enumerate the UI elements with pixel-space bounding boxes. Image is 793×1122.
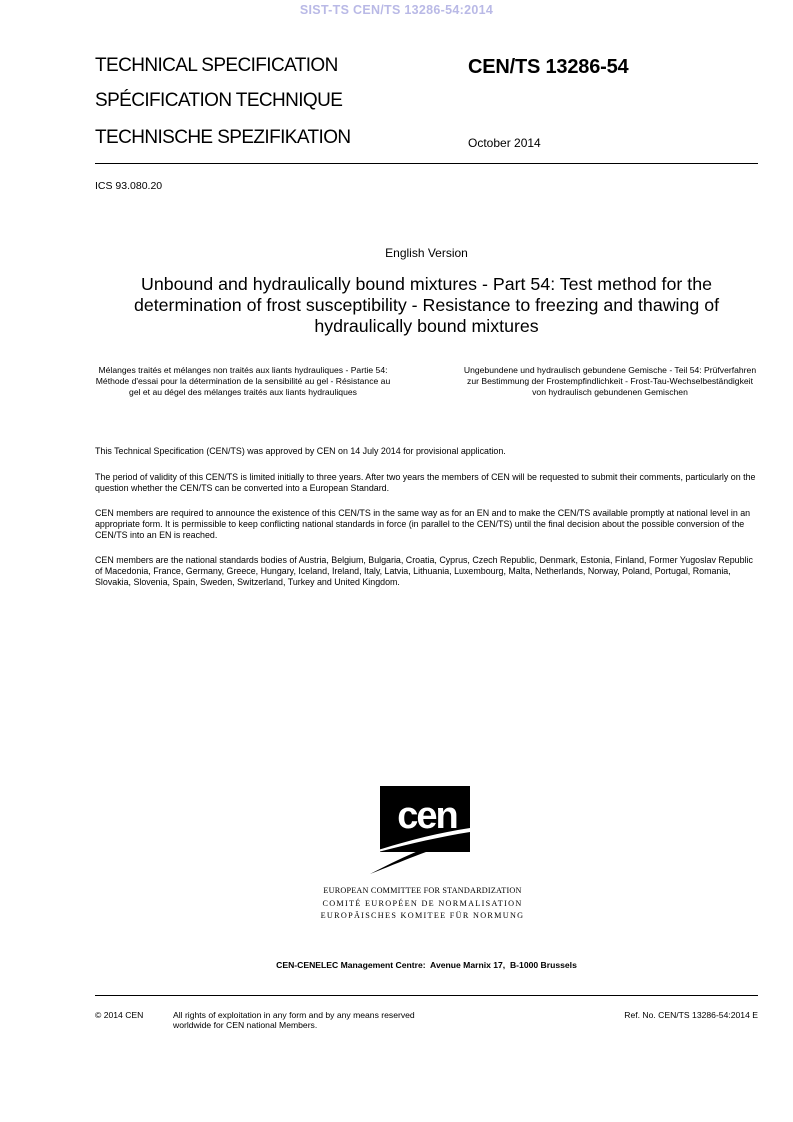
language-version: English Version (385, 246, 468, 260)
rights-line-2: worldwide for CEN national Members. (173, 1020, 318, 1030)
publication-date: October 2014 (468, 136, 541, 150)
cen-logo (370, 786, 470, 874)
announcement-paragraph: CEN members are required to announce the existence of this CEN/TS in the same way as for an EN and to make the CEN/TS available promptly at national level in an appropriate form. It is permissible to keep conflicting national standards in force (in parallel to the CEN/TS) until the final decision about the possible conversion of the CEN/TS into an EN is reached. (95, 508, 751, 540)
rights-line-1: All rights of exploitation in any form and by any means reserved (173, 1010, 415, 1020)
document-title: Unbound and hydraulically bound mixtures - Part 54: Test method for the determination of frost susceptibility - Resistance to freezing and thawing of hydraulically bound mixtures (133, 274, 720, 336)
watermark-text: SIST-TS CEN/TS 13286-54:2014 (299, 3, 494, 17)
copyright: © 2014 CEN (95, 1010, 144, 1020)
reference-number: Ref. No. CEN/TS 13286-54:2014 E (624, 1010, 758, 1020)
management-centre: CEN-CENELEC Management Centre: Avenue Marnix 17, B-1000 Brussels (276, 960, 577, 970)
validity-paragraph: The period of validity of this CEN/TS is limited initially to three years. After two years the members of CEN will be requested to submit their comments, particularly on the question whether the CEN/TS can be converted into a European Standard. (95, 472, 756, 493)
approval-paragraph: This Technical Specification (CEN/TS) was approved by CEN on 14 July 2014 for provisional application. (95, 446, 506, 456)
title-french: Mélanges traités et mélanges non traités aux liants hydrauliques - Partie 54: Méthode d'essai pour la détermination de la sensibilité au gel - Résistance au gel et au dégel des mélanges traités aux liants hydrauliques (95, 365, 391, 397)
spec-type-fr: SPÉCIFICATION TECHNIQUE (95, 90, 343, 111)
cen-logo-text: cen (397, 795, 457, 837)
footer-divider (95, 995, 758, 996)
org-name-de: EUROPÄISCHES KOMITEE FÜR NORMUNG (320, 911, 525, 920)
spec-type-de: TECHNISCHE SPEZIFIKATION (95, 127, 351, 148)
org-name-en: EUROPEAN COMMITTEE FOR STANDARDIZATION (323, 886, 522, 895)
members-paragraph: CEN members are the national standards bodies of Austria, Belgium, Bulgaria, Croatia, Cyprus, Czech Republic, Denmark, Estonia, Finland, Former Yugoslav Republic of Macedonia, France, Germany, Greece, Hungary, Iceland, Ireland, Italy, Latvia, Lithuania, Luxembourg, Malta, Netherlands, Norway, Poland, Portugal, Romania, Slovakia, Slovenia, Spain, Sweden, Switzerland, Turkey and United Kingdom. (95, 555, 753, 587)
document-number: CEN/TS 13286-54 (468, 56, 629, 78)
header-divider (95, 163, 758, 164)
ics-code: ICS 93.080.20 (95, 180, 163, 192)
spec-type-en: TECHNICAL SPECIFICATION (95, 55, 338, 76)
title-german: Ungebundene und hydraulisch gebundene Gemische - Teil 54: Prüfverfahren zur Bestimmung der Frostempfindlichkeit - Frost-Tau-Wechselbeständigkeit von hydraulisch gebundenen Gemischen (463, 365, 757, 397)
org-name-fr: COMITÉ EUROPÉEN DE NORMALISATION (322, 899, 523, 908)
